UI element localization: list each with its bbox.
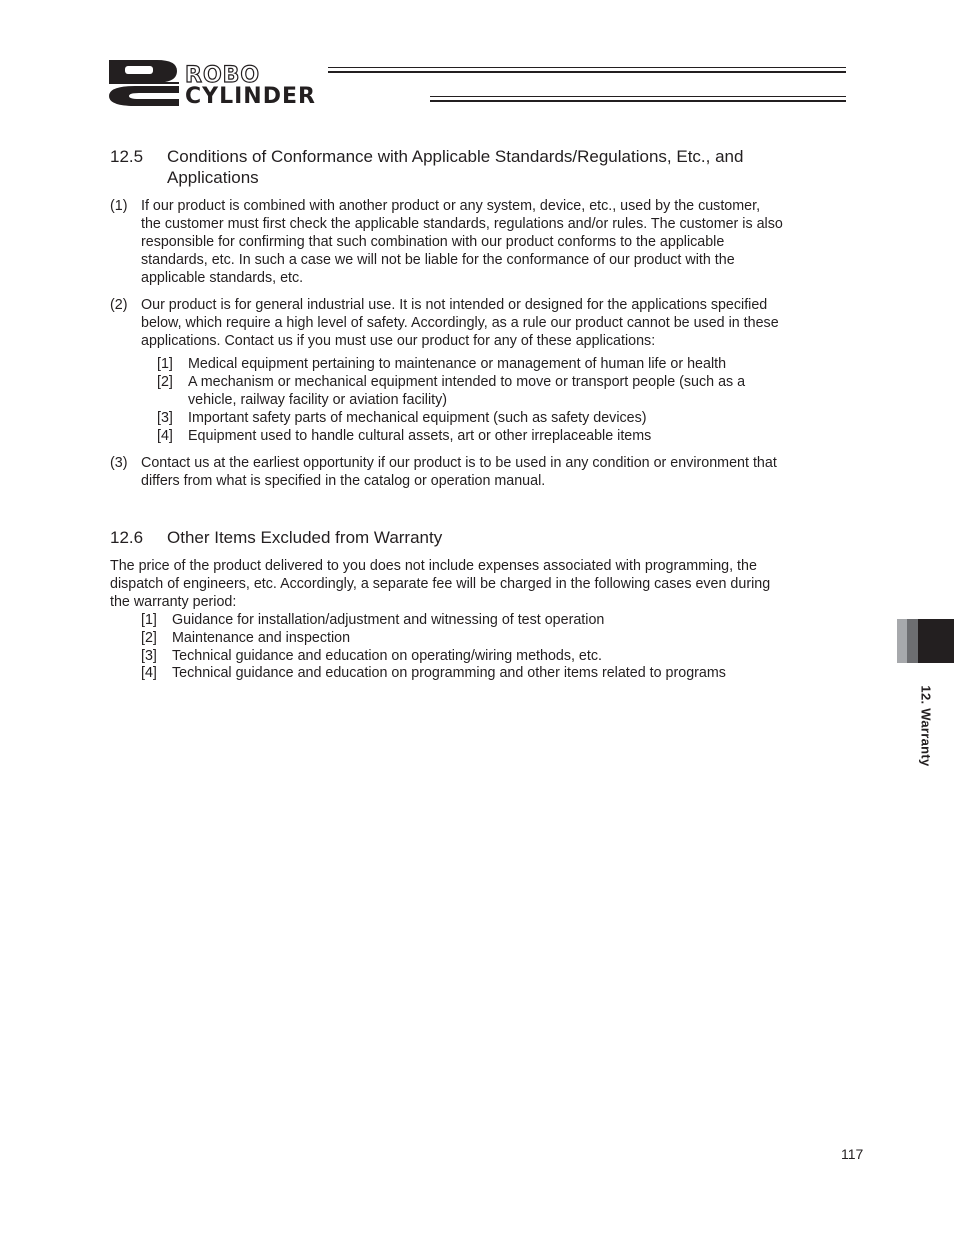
fee-item-2-text: Maintenance and inspection	[172, 630, 351, 646]
subitem-4-text: Equipment used to handle cultural assets, art or other irreplaceable items	[188, 428, 652, 444]
subitem-4-marker: [4]	[157, 428, 173, 444]
subitem-2-marker: [2]	[157, 374, 173, 390]
rc-emblem	[109, 60, 179, 106]
item-3-line: differs from what is specified in the catalog or operation manual.	[141, 473, 546, 489]
chapter-tab-dark-block	[918, 619, 954, 663]
section-12-5-number: 12.5	[110, 147, 144, 166]
item-1-line: If our product is combined with another product or any system, device, etc., used by the customer,	[141, 198, 761, 214]
section-12-5-title-line-1: Conditions of Conformance with Applicable Standards/Regulations, Etc., and	[167, 147, 744, 166]
fee-item-2-marker: [2]	[141, 630, 157, 646]
section-12-6-intro-line: the warranty period:	[110, 594, 237, 610]
fee-item-4-marker: [4]	[141, 665, 157, 681]
section-12-6-intro-line: The price of the product delivered to you does not include expenses associated with programming, the	[110, 558, 757, 574]
fee-item-1-marker: [1]	[141, 612, 157, 628]
subitem-3-text: Important safety parts of mechanical equipment (such as safety devices)	[188, 410, 647, 426]
header-rule-bottom-1	[430, 96, 846, 97]
subitem-2-text: vehicle, railway facility or aviation facility)	[188, 392, 448, 408]
item-3-marker: (3)	[110, 455, 128, 471]
item-1-line: standards, etc. In such a case we will not be liable for the conformance of our product with the	[141, 252, 735, 268]
item-1-line: applicable standards, etc.	[141, 270, 304, 286]
chapter-tab-label: 12. Warranty	[918, 685, 934, 767]
subitem-3-marker: [3]	[157, 410, 173, 426]
robo-cylinder-logo	[105, 58, 435, 108]
item-2-line: below, which require a high level of safety. Accordingly, as a rule our product cannot be used in these	[141, 315, 779, 331]
item-1-marker: (1)	[110, 198, 128, 214]
logo-text-cylinder: CYLINDER	[185, 84, 316, 108]
subitem-1-text: Medical equipment pertaining to maintenance or management of human life or health	[188, 356, 727, 372]
item-2-line: applications. Contact us if you must use our product for any of these applications:	[141, 333, 656, 349]
item-3-line: Contact us at the earliest opportunity if our product is to be used in any condition or environment that	[141, 455, 777, 471]
chapter-tab-mid-stripe	[907, 619, 918, 663]
item-1-line: the customer must first check the applicable standards, regulations and/or rules. The customer is also	[141, 216, 783, 232]
fee-item-3-text: Technical guidance and education on operating/wiring methods, etc.	[172, 648, 602, 664]
subitem-2-text: A mechanism or mechanical equipment intended to move or transport people (such as a	[188, 374, 746, 390]
fee-item-3-marker: [3]	[141, 648, 157, 664]
page-number: 117	[841, 1146, 864, 1162]
subitem-1-marker: [1]	[157, 356, 173, 372]
item-1-line: responsible for confirming that such combination with our product conforms to the applicable	[141, 234, 725, 250]
section-12-6-title: Other Items Excluded from Warranty	[167, 528, 443, 547]
section-12-6-intro-line: dispatch of engineers, etc. Accordingly, a separate fee will be charged in the following cases even during	[110, 576, 771, 592]
logo-text-robo: ROBO	[185, 63, 261, 88]
fee-item-1-text: Guidance for installation/adjustment and witnessing of test operation	[172, 612, 605, 628]
section-12-5-title-line-2: Applications	[167, 168, 259, 187]
header-rule-top-1	[328, 67, 846, 68]
chapter-tab-light-stripe	[897, 619, 907, 663]
item-2-marker: (2)	[110, 297, 128, 313]
section-12-6-number: 12.6	[110, 528, 144, 547]
header-rule-bottom-2	[430, 100, 846, 102]
item-2-line: Our product is for general industrial use. It is not intended or designed for the applications specified	[141, 297, 768, 313]
header-rule-top-2	[328, 71, 846, 73]
fee-item-4-text: Technical guidance and education on programming and other items related to programs	[172, 665, 726, 681]
